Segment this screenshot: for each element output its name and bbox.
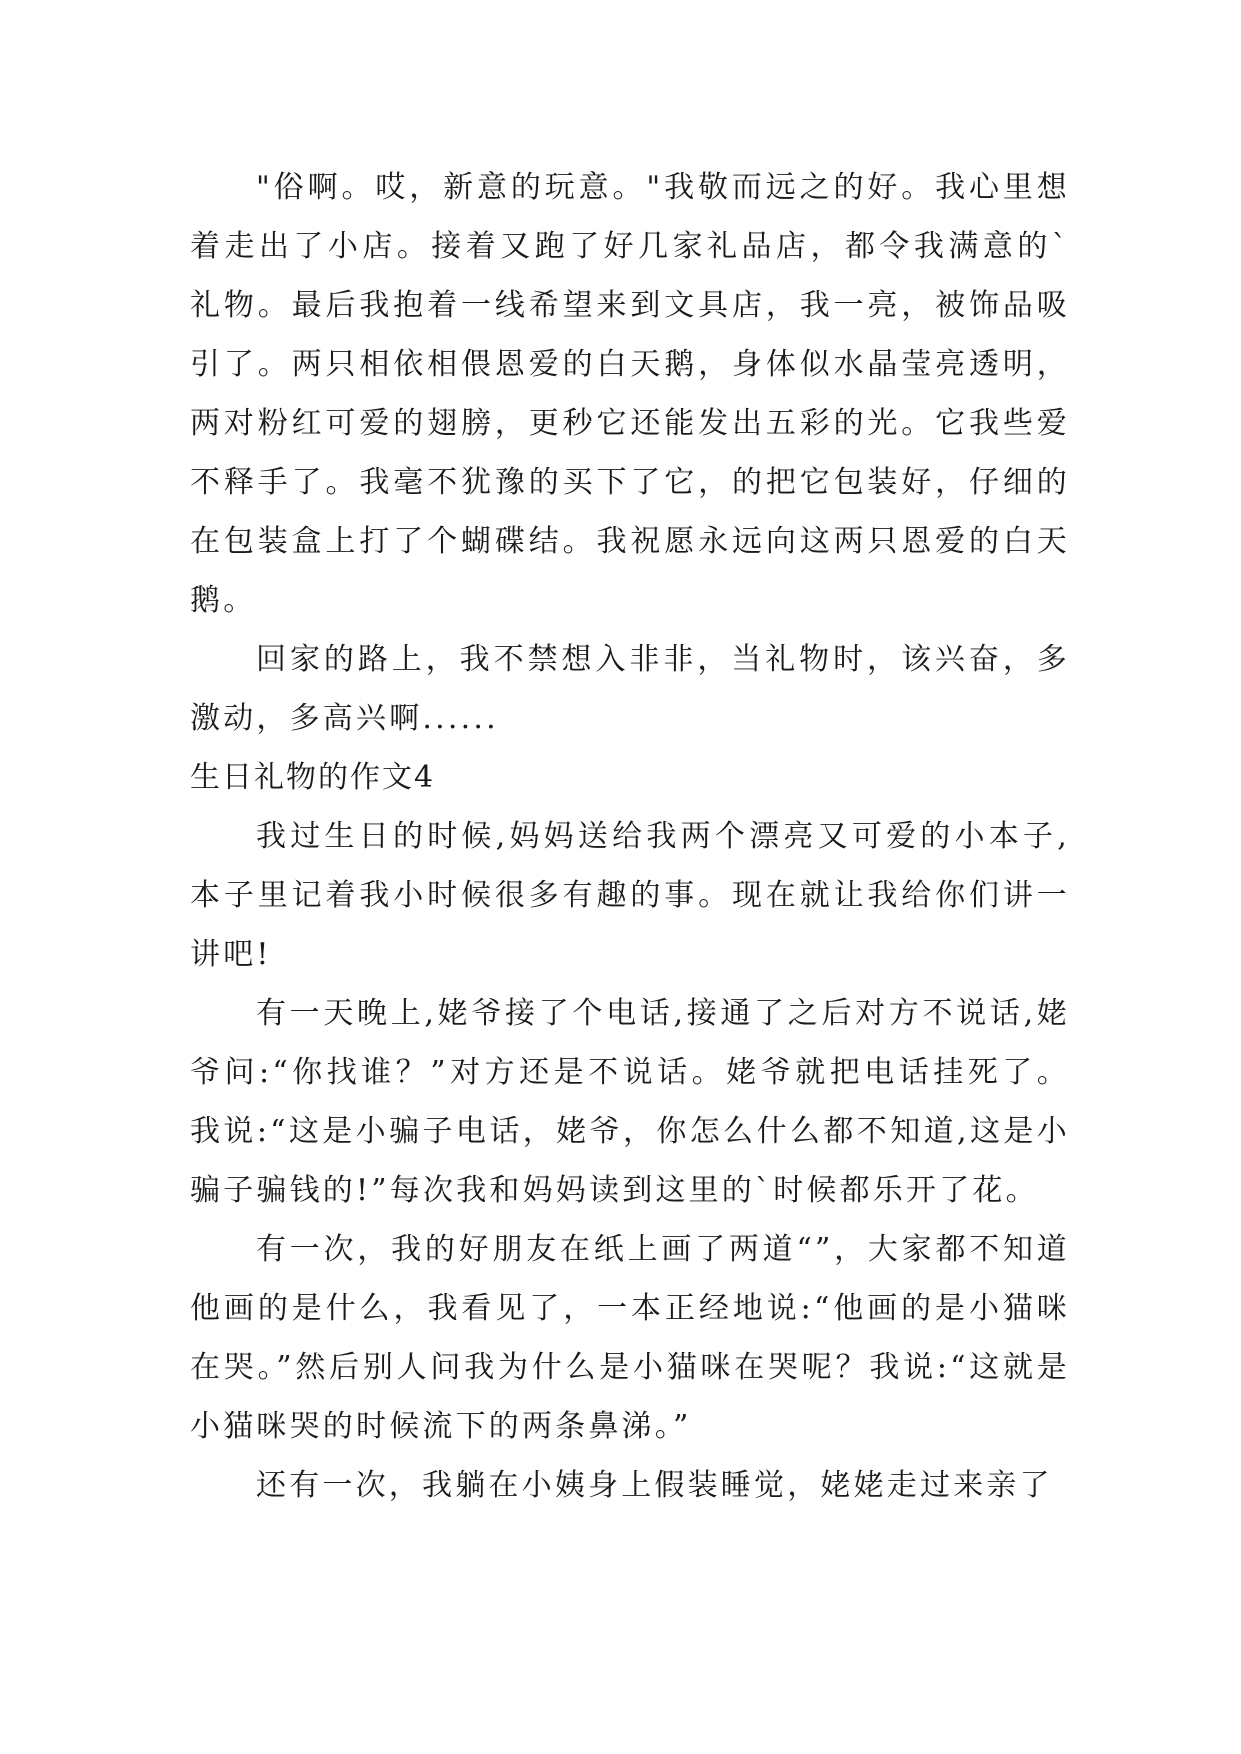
paragraph-birthday-notebook: 我过生日的时候,妈妈送给我两个漂亮又可爱的小本子,本子里记着我小时候很多有趣的事。现在就让我给你们讲一讲吧!	[190, 819, 1070, 972]
section-title: 生日礼物的作文4	[190, 760, 436, 795]
paragraph-way-home: 回家的路上，我不禁想入非非，当礼物时，该兴奋，多激动，多高兴啊......	[190, 642, 1070, 736]
document-body	[190, 158, 1070, 1515]
paragraph-pretend-sleep: 还有一次，我躺在小姨身上假装睡觉，姥姥走过来亲了	[256, 1468, 1053, 1503]
paragraph-phone-call: 有一天晚上,姥爷接了个电话,接通了之后对方不说话,姥爷问:“你找谁？”对方还是不说话。姥爷就把电话挂死了。我说:“这是小骗子电话，姥爷，你怎么什么都不知道,这是小骗子骗钱的!”每次我和妈妈读到这里的`时候都乐开了花。	[190, 996, 1070, 1208]
paragraph-gift-search: "俗啊。哎，新意的玩意。"我敬而远之的好。我心里想着走出了小店。接着又跑了好几家礼品店，都令我满意的`礼物。最后我抱着一线希望来到文具店，我一亮，被饰品吸引了。两只相依相偎恩爱的白天鹅，身体似水晶莹亮透明，两对粉红可爱的翅膀，更秒它还能发出五彩的光。它我些爱不释手了。我毫不犹豫的买下了它，的把它包装好，仔细的在包装盒上打了个蝴碟结。我祝愿永远向这两只恩爱的白天鹅。	[190, 170, 1070, 618]
paragraph-drawing: 有一次，我的好朋友在纸上画了两道“”，大家都不知道他画的是什么，我看见了，一本正经地说:“他画的是小猫咪在哭。”然后别人问我为什么是小猫咪在哭呢？我说:“这就是小猫咪哭的时候流下的两条鼻涕。”	[190, 1232, 1070, 1444]
